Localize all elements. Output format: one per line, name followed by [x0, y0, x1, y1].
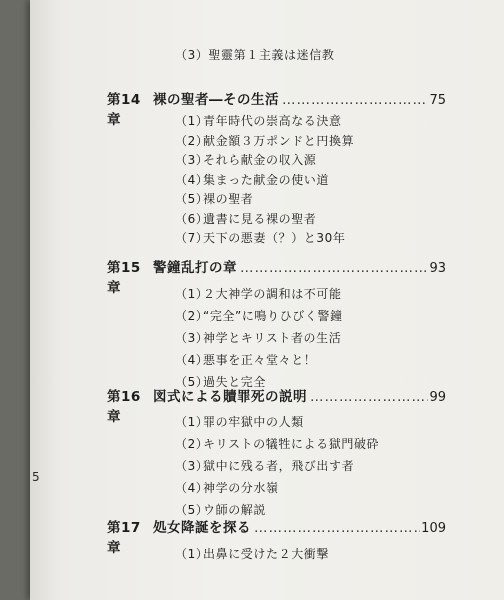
chapter-number: 第15章: [107, 260, 141, 296]
chapter-title: 図式による贖罪死の説明: [153, 389, 307, 405]
chapter-page-number: 99: [429, 390, 446, 405]
toc-item: （3）聖靈第１主義は迷信教: [175, 48, 335, 62]
toc-item: （5）過失と完全: [175, 375, 267, 389]
chapter-page-number: 93: [429, 261, 446, 276]
toc-item: （3）神学とキリスト者の生活: [175, 331, 342, 345]
book-page: [30, 0, 504, 600]
toc-item: （1）青年時代の崇高なる決意: [175, 114, 342, 128]
toc-item: （7）天下の悪妻（？）と30年: [175, 231, 346, 245]
toc-item: （2）“完全”に鳴りひびく警鐘: [175, 309, 343, 323]
table-of-contents: [30, 0, 504, 600]
toc-item: （4）神学の分水嶺: [175, 481, 279, 495]
chapter-title: 処女降誕を探る: [153, 520, 251, 536]
toc-item: （5）ウ師の解説: [175, 503, 267, 517]
adjacent-page-edge-text: 5: [32, 470, 40, 484]
chapter-number: 第16章: [107, 389, 141, 425]
chapter-number: 第17章: [107, 520, 141, 556]
toc-item: （2）献金額３万ポンドと円換算: [175, 133, 355, 148]
leader-dots: [310, 389, 428, 405]
leader-dots: [254, 520, 420, 536]
chapter-number: 第14章: [107, 92, 141, 128]
chapter-page-number: 109: [421, 521, 446, 536]
chapter-page-number: 75: [429, 93, 446, 108]
chapter-title: 裸の聖者―その生活: [153, 92, 279, 108]
toc-item: （4）悪事を正々堂々と！: [175, 353, 317, 367]
toc-item: （5）裸の聖者: [175, 192, 254, 206]
leader-dots: [282, 92, 428, 108]
toc-item: （1）２大神学の調和は不可能: [175, 287, 342, 301]
toc-item: （3）獄中に残る者，飛び出す者: [175, 459, 355, 473]
toc-item: （3）それら献金の収入源: [175, 153, 317, 167]
toc-item: （4）集まった献金の使い道: [175, 172, 330, 187]
toc-item: （1）罪の牢獄中の人類: [175, 415, 304, 429]
chapter-title: 警鐘乱打の章: [153, 260, 237, 276]
leader-dots: [240, 260, 428, 276]
toc-item: （2）キリストの犠牲による獄門破砕: [175, 437, 380, 451]
toc-item: （6）遺書に見る裸の聖者: [175, 211, 317, 226]
toc-item: （1）出鼻に受けた２大衝撃: [175, 547, 330, 561]
